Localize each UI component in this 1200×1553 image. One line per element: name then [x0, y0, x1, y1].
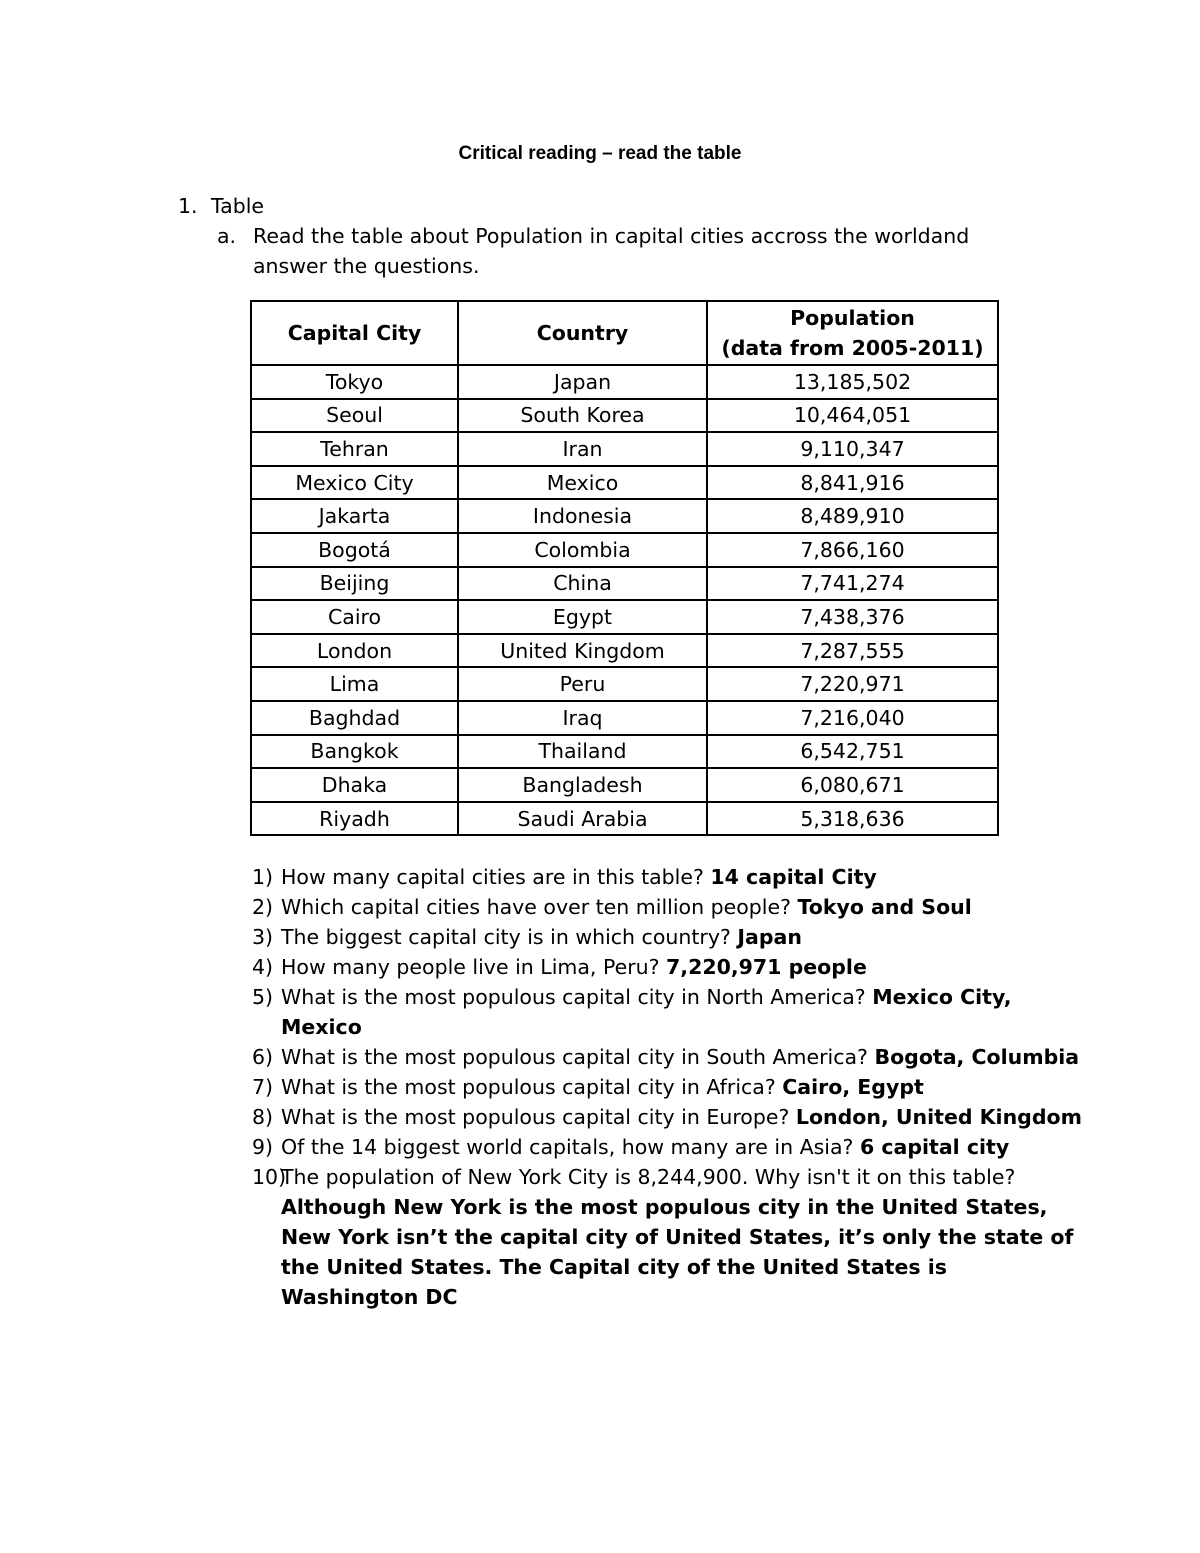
answer-text: London, United Kingdom [795, 1105, 1082, 1129]
header-country: Country [458, 301, 707, 365]
table-row [251, 667, 998, 701]
cell-country: Peru [458, 667, 707, 701]
header-population-label: Population [790, 306, 915, 330]
cell-population: 6,080,671 [707, 768, 998, 802]
answer-text: Although New York is the most populous city in the United States, New York isn’t the capital city of United States, it’s only the state of the United States. The Capital city of the United States is Washington DC [281, 1195, 1074, 1309]
cell-population: 7,438,376 [707, 600, 998, 634]
question-list [252, 862, 1082, 1312]
table-header-row [251, 301, 998, 365]
table-row [251, 567, 998, 601]
cell-country: Saudi Arabia [458, 802, 707, 836]
answer-text: 6 capital city [859, 1135, 1010, 1159]
question-text: How many capital cities are in this table? [281, 865, 711, 889]
instruction-text: Read the table about Population in capital cities accross the worldand answer the questions. [253, 224, 970, 278]
cell-population: 10,464,051 [707, 399, 998, 433]
table-row [251, 768, 998, 802]
cell-country: Iran [458, 432, 707, 466]
cell-city: Cairo [251, 600, 458, 634]
table-row [251, 499, 998, 533]
table-row [251, 735, 998, 769]
question-number: 3) [252, 925, 274, 949]
cell-city: Bangkok [251, 735, 458, 769]
cell-population: 5,318,636 [707, 802, 998, 836]
cell-country: China [458, 567, 707, 601]
cell-population: 9,110,347 [707, 432, 998, 466]
question-text: Of the 14 biggest world capitals, how many are in Asia? [281, 1135, 860, 1159]
question-item [252, 1042, 1082, 1072]
answer-text: Bogota, Columbia [874, 1045, 1080, 1069]
header-capital-city: Capital City [251, 301, 458, 365]
question-text: How many people live in Lima, Peru? [281, 955, 667, 979]
population-table [250, 300, 999, 836]
cell-city: Tokyo [251, 365, 458, 399]
question-number: 10) [252, 1165, 287, 1189]
answer-text: Tokyo and Soul [797, 895, 972, 919]
cell-country: Bangladesh [458, 768, 707, 802]
question-text: What is the most populous capital city in South America? [281, 1045, 875, 1069]
question-number: 7) [252, 1075, 274, 1099]
cell-country: South Korea [458, 399, 707, 433]
cell-population: 7,866,160 [707, 533, 998, 567]
cell-country: Japan [458, 365, 707, 399]
question-item [252, 1132, 1082, 1162]
question-text: The biggest capital city is in which country? [281, 925, 738, 949]
answer-text: 14 capital City [710, 865, 877, 889]
table-row [251, 466, 998, 500]
cell-population: 6,542,751 [707, 735, 998, 769]
table-row [251, 432, 998, 466]
cell-country: Indonesia [458, 499, 707, 533]
section-heading [178, 191, 264, 221]
cell-city: Lima [251, 667, 458, 701]
question-text: What is the most populous capital city in North America? [281, 985, 873, 1009]
question-text: The population of New York City is 8,244,900. Why isn't it on this table? [281, 1165, 1016, 1189]
cell-population: 7,220,971 [707, 667, 998, 701]
question-number: 4) [252, 955, 274, 979]
cell-city: Seoul [251, 399, 458, 433]
table-row [251, 399, 998, 433]
question-item [252, 862, 1082, 892]
cell-city: London [251, 634, 458, 668]
question-number: 2) [252, 895, 274, 919]
table-row [251, 802, 998, 836]
cell-city: Jakarta [251, 499, 458, 533]
cell-country: Egypt [458, 600, 707, 634]
cell-population: 8,489,910 [707, 499, 998, 533]
question-item [252, 1102, 1082, 1132]
table-row [251, 365, 998, 399]
question-number: 5) [252, 985, 274, 1009]
cell-population: 8,841,916 [707, 466, 998, 500]
question-item [252, 1072, 1082, 1102]
question-text: What is the most populous capital city in Africa? [281, 1075, 783, 1099]
answer-text: Cairo, Egypt [782, 1075, 924, 1099]
page-title: Critical reading – read the table [458, 143, 742, 164]
question-text: Which capital cities have over ten million people? [281, 895, 798, 919]
cell-country: United Kingdom [458, 634, 707, 668]
subsection-instruction [217, 221, 1017, 281]
subsection-letter: a. [217, 224, 237, 248]
cell-city: Baghdad [251, 701, 458, 735]
question-number: 1) [252, 865, 274, 889]
question-item [252, 1162, 1082, 1312]
table-row [251, 634, 998, 668]
question-item [252, 982, 1082, 1042]
cell-country: Mexico [458, 466, 707, 500]
cell-city: Mexico City [251, 466, 458, 500]
cell-country: Iraq [458, 701, 707, 735]
question-item [252, 922, 1082, 952]
table-row [251, 600, 998, 634]
table-row [251, 701, 998, 735]
question-text: What is the most populous capital city in Europe? [281, 1105, 796, 1129]
header-population [707, 301, 998, 365]
cell-city: Dhaka [251, 768, 458, 802]
answer-text: Japan [737, 925, 802, 949]
section-label: Table [211, 194, 265, 218]
answer-text: Mexico City, Mexico [281, 985, 1012, 1039]
cell-country: Thailand [458, 735, 707, 769]
cell-population: 7,741,274 [707, 567, 998, 601]
section-number: 1. [178, 194, 198, 218]
cell-population: 7,216,040 [707, 701, 998, 735]
cell-population: 13,185,502 [707, 365, 998, 399]
cell-city: Riyadh [251, 802, 458, 836]
cell-population: 7,287,555 [707, 634, 998, 668]
question-item [252, 892, 1082, 922]
cell-city: Bogotá [251, 533, 458, 567]
answer-text: 7,220,971 people [666, 955, 867, 979]
question-number: 9) [252, 1135, 274, 1159]
question-number: 6) [252, 1045, 274, 1069]
question-item [252, 952, 1082, 982]
table-row [251, 533, 998, 567]
cell-city: Beijing [251, 567, 458, 601]
cell-city: Tehran [251, 432, 458, 466]
cell-country: Colombia [458, 533, 707, 567]
header-population-note: (data from 2005-2011) [721, 336, 984, 360]
question-number: 8) [252, 1105, 274, 1129]
